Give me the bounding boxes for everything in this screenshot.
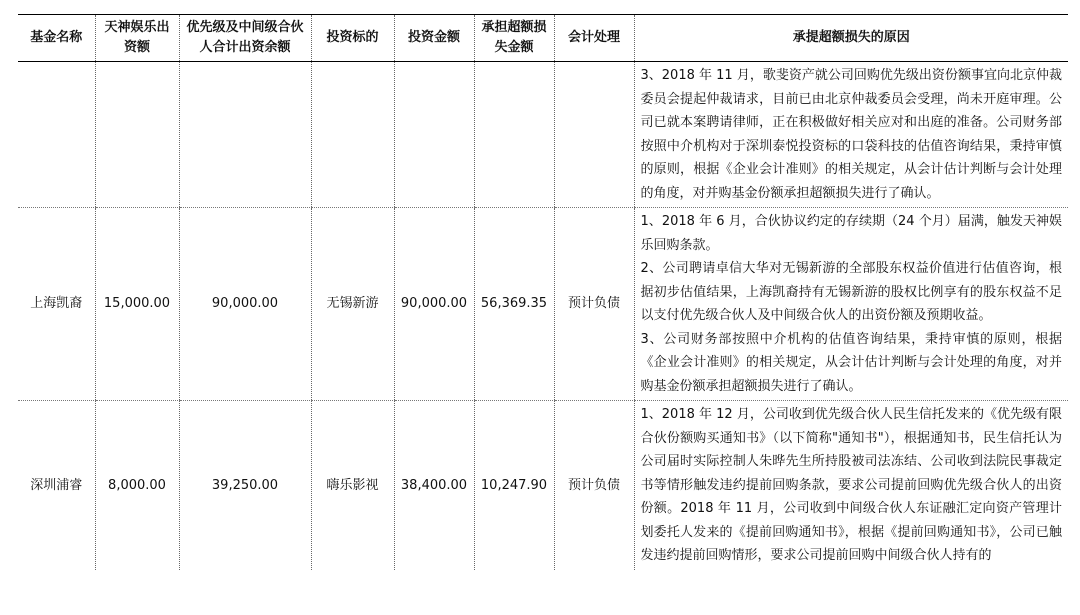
investment-target-cell: 无锡新游 [311,208,394,401]
senior-mezz-balance-cell: 90,000.00 [179,208,311,401]
fund-name-cell: 上海凯裔 [18,208,95,401]
header-investment-target: 投资标的 [311,15,394,62]
excess-loss-cell: 56,369.35 [474,208,554,401]
table-row [18,62,1068,208]
reason-paragraph: 3、2018 年 11 月，歌斐资产就公司回购优先级出资份额事宜向北京仲裁委员会提起仲裁请求，目前已由北京仲裁委员会受理，尚未开庭审理。公司已就本案聘请律师，正在积极做好相关应对和出庭的准备。公司财务部按照中介机构对于深圳泰悦投资标的口袋科技的估值咨询结果，秉持审慎的原则，根据《企业会计准则》的相关规定，从会计估计判断与会计处理的角度，对并购基金份额承担超额损失进行了确认。 [640,68,1062,201]
investment-amount-cell: 90,000.00 [394,208,474,401]
reason-cell [634,208,1068,401]
senior-mezz-balance-cell [179,62,311,208]
table-header-row [18,15,1068,62]
reason-paragraph: 1、2018 年 6 月，合伙协议约定的存续期（24 个月）届满，触发天神娱乐回购条款。 [640,214,1062,253]
accounting-cell [554,62,634,208]
investment-amount-cell [394,62,474,208]
fund-loss-table [18,14,1068,570]
header-fund-name: 基金名称 [18,15,95,62]
header-accounting: 会计处理 [554,15,634,62]
excess-loss-cell: 10,247.90 [474,401,554,570]
fund-name-cell: 深圳浦睿 [30,477,83,493]
header-senior-mezz-balance: 优先级及中间级合伙人合计出资余额 [179,15,311,62]
header-reason: 承提超额损失的原因 [634,15,1068,62]
header-excess-loss: 承担超额损失金额 [474,15,554,62]
senior-mezz-balance-cell: 39,250.00 [179,401,311,570]
tianshen-contribution-cell: 8,000.00 [95,401,179,570]
reason-cell [634,62,1068,208]
investment-target-cell: 嗨乐影视 [311,401,394,570]
header-investment-amount: 投资金额 [394,15,474,62]
reason-paragraph: 3、公司财务部按照中介机构的估值咨询结果，秉持审慎的原则，根据《企业会计准则》的相关规定，从会计估计判断与会计处理的角度，对并购基金份额承担超额损失进行了确认。 [640,331,1062,394]
investment-target-cell [311,62,394,208]
reason-cell [634,401,1068,570]
reason-paragraph: 1、2018 年 12 月，公司收到优先级合伙人民生信托发来的《优先级有限合伙份额购买通知书》（以下简称"通知书"），根据通知书，民生信托认为公司届时实际控制人朱晔先生所持股被司法冻结、公司收到法院民事裁定书等情形触发违约提前回购条款，要求公司提前回购优先级合伙人的出资份额。2018 年 11 月，公司收到中间级合伙人东证融汇定向资产管理计划委托人发来的《提前回购通知书》，根据《提前回购通知书》，公司已触发违约提前回购情形，要求公司提前回购中间级合伙人持有的 [640,407,1062,563]
fund-name-cell [18,62,95,208]
accounting-cell: 预计负债 [554,208,634,401]
table-row [18,401,1068,570]
tianshen-contribution-cell [95,62,179,208]
header-tianshen-contribution: 天神娱乐出资额 [95,15,179,62]
accounting-cell: 预计负债 [554,401,634,570]
investment-amount-cell: 38,400.00 [394,401,474,570]
table-row [18,208,1068,401]
excess-loss-cell [474,62,554,208]
reason-paragraph: 2、公司聘请卓信大华对无锡新游的全部股东权益价值进行估值咨询，根据初步估值结果，上海凯裔持有无锡新游的股权比例享有的股东权益不足以支付优先级合伙人及中间级合伙人的出资份额及预期收益。 [640,261,1062,323]
tianshen-contribution-cell: 15,000.00 [95,208,179,401]
